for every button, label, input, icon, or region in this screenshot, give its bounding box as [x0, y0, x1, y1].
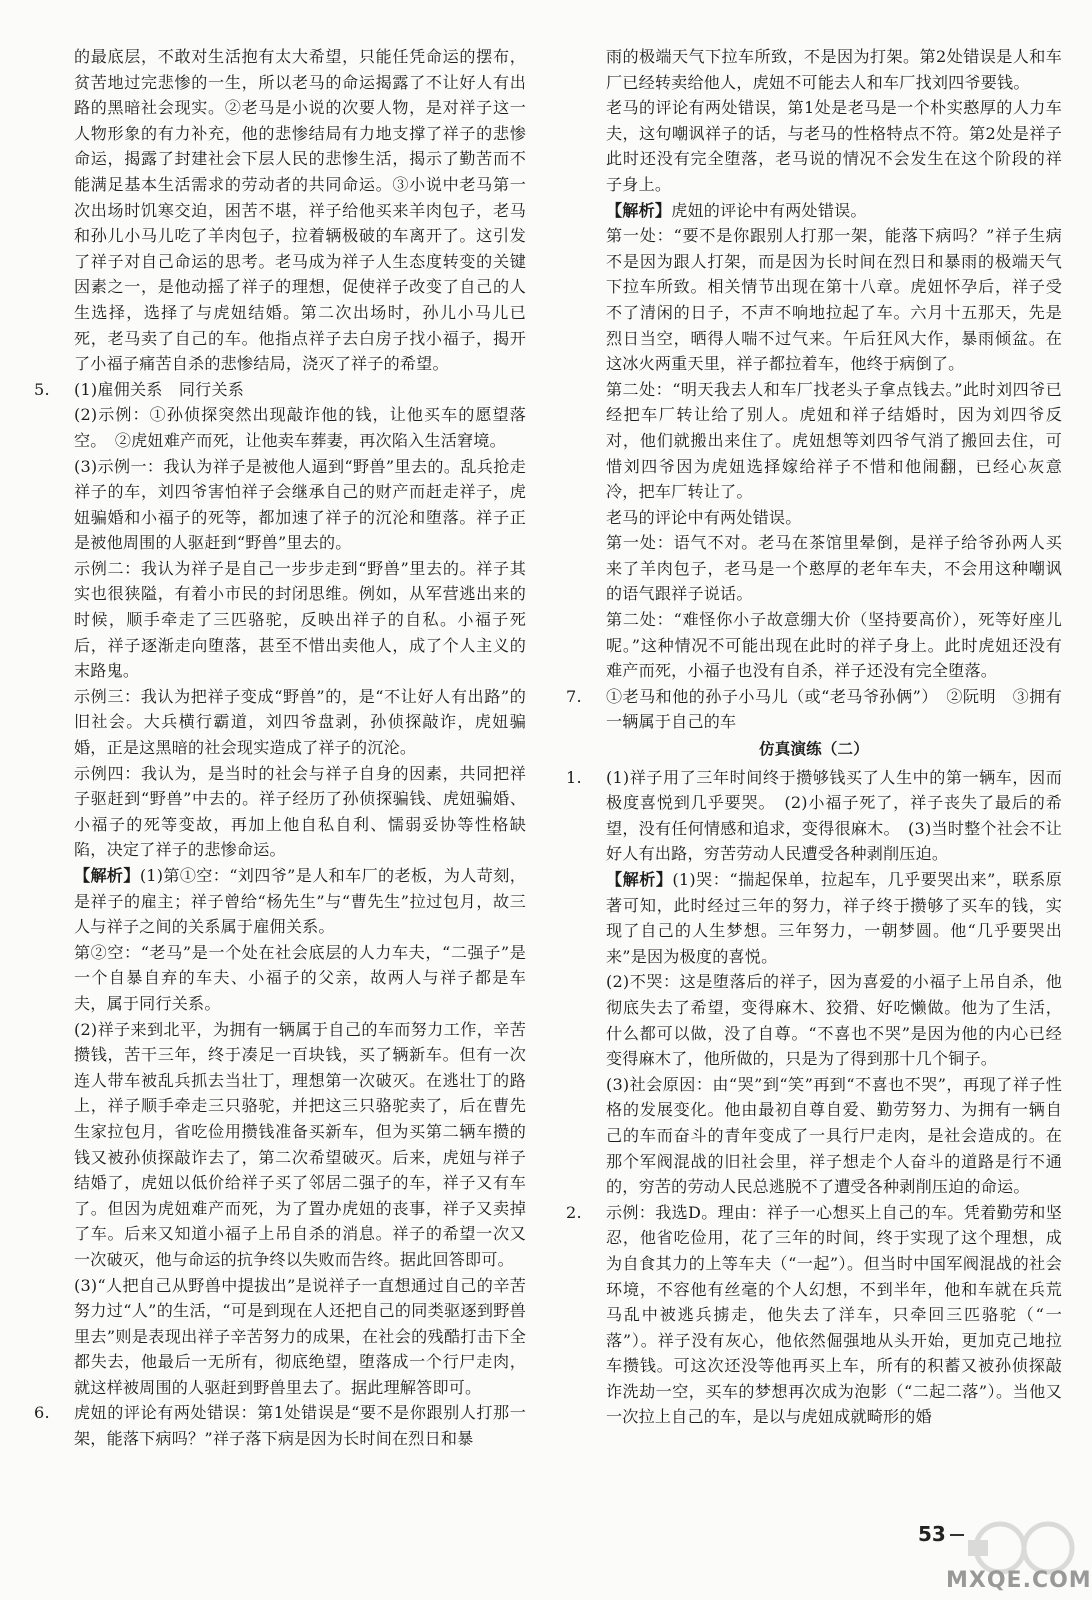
analysis-label: 【解析】 — [74, 866, 140, 885]
analysis-s1-2: (2)不哭：这是堕落后的祥子，因为喜爱的小福子上吊自杀，他彻底失去了希望，变得麻木、狡猾、好吃懒做。他为了生活，什么都可以做，没了自尊。“不喜也不哭”是因为他的内心已经变得麻木了，他所做的，只是为了得到那十几个铜子。 — [606, 972, 1062, 1069]
answer-5-3-example-1: (3)示例一：我认为祥子是被他人逼到“野兽”里去的。乱兵抢走祥子的车，刘四爷害怕祥子会继承自己的财产而赶走祥子，虎妞骗婚和小福子的死等，都加速了祥子的沉沦和堕落。祥子正是被他周围的人驱赶到“野兽”里去的。 — [74, 456, 526, 553]
answer-5-3-example-2: 示例二：我认为祥子是自己一步步走到“野兽”里去的。祥子其实也很狭隘，有着小市民的封闭思维。例如，从军营逃出来的时候，顺手牵走了三匹骆驼，反映出祥子的自私。小福子死后，祥子逐渐走向堕落，甚至不惜出卖他人，成了个人主义的末路鬼。 — [74, 558, 526, 681]
question-number: 2. — [566, 1202, 582, 1222]
analysis-text: (1)哭：“揣起保单，拉起车，几乎要哭出来”，联系原著可知，此时经过三年的努力，祥子终于攒够了买车的钱，实现了自己的人生梦想。三年努力，一朝梦圆。他“几乎要哭出来”是因为极度的喜悦。 — [606, 870, 1062, 966]
right-column — [566, 44, 1062, 1430]
analysis-5-4: (3)“人把自己从野兽中提拔出”是说祥子一直想通过自己的辛苦努力过“人”的生活，“可是到现在人还把自己的同类驱逐到野兽里去”则是表现出祥子辛苦努力的成果，在社会的残酷打击下全都失去，他最后一无所有，彻底绝望，堕落成一个行尸走肉，就这样被周围的人驱赶到野兽里去了。据此理解答即可。 — [74, 1275, 526, 1397]
analysis-6-d: 老马的评论中有两处错误。 — [606, 507, 802, 527]
analysis-6-f: 第二处：“难怪你小子故意绷大价（坚持要高价），死等好座儿呢。”这种情况不可能出现在此时的祥子身上。此时虎妞还没有难产而死，小福子也没有自杀，祥子还没有完全堕落。 — [606, 610, 1062, 681]
watermark-text: MXQE.COM — [946, 1568, 1092, 1593]
analysis-6-c: 第二处：“明天我去人和车厂找老头子拿点钱去。”此时刘四爷已经把车厂转让给了别人。虎妞和祥子结婚时，因为刘四爷反对，他们就搬出来住了。虎妞想等刘四爷气消了搬回去住，可惜刘四爷因为虎妞选择嫁给祥子不惜和他闹翻，已经心灰意冷，把车厂转让了。 — [606, 379, 1062, 502]
analysis-text: (1)第①空：“刘四爷”是人和车厂的老板，为人苛刻，是祥子的雇主；祥子曾给“杨先生”与“曹先生”拉过包月，故三人与祥子之间的关系属于雇佣关系。 — [74, 866, 526, 937]
answer-5-3-example-3: 示例三：我认为把祥子变成“野兽”的，是“不让好人有出路”的旧社会。大兵横行霸道，刘四爷盘剥，孙侦探敲诈，虎妞骗婚，正是这黑暗的社会现实造成了祥子的沉沦。 — [74, 686, 526, 758]
answer-6-old-ma: 老马的评论有两处错误，第1处是老马是一个朴实憨厚的人力车夫，这句嘲讽祥子的话，与老马的性格特点不符。第2处是祥子此时还没有完全堕落，老马说的情况不会发生在这个阶段的祥子身上。 — [606, 98, 1062, 194]
answer-6-cont: 雨的极端天气下拉车所致，不是因为打架。第2处错误是人和车厂已经转卖给他人，虎妞不可能去人和车厂找刘四爷要钱。 — [606, 47, 1062, 92]
answer-6: 虎妞的评论有两处错误：第1处错误是“要不是你跟别人打那一架，能落下病吗？”祥子落下病是因为长时间在烈日和暴 — [74, 1403, 526, 1449]
analysis-s1-3: (3)社会原因：由“哭”到“笑”再到“不喜也不哭”，再现了祥子性格的发展变化。他由最初自尊自爱、勤劳努力、为拥有一辆自己的车而奋斗的青年变成了一具行尸走肉，是社会造成的。在那个军阀混战的旧社会里，祥子想走个人奋斗的道路是行不通的，穷苦的劳动人民总逃脱不了遭受各种剥削压迫的命运。 — [606, 1074, 1062, 1197]
analysis-6-e: 第一处：语气不对。老马在茶馆里晕倒，是祥子给爷孙两人买来了羊肉包子，老马是一个憨厚的老年车夫，不会用这种嘲讽的语气跟祥子说话。 — [606, 533, 1062, 604]
question-7 — [566, 684, 1062, 735]
analysis-6-b: 第一处：“要不是你跟别人打那一架，能落下病吗？”祥子生病不是因为跟人打架，而是因为长时间在烈日和暴雨的极端天气下拉车所致。相关情节出现在第十八章。虎妞怀孕后，祥子受不了清闲的日子，不声不响地拉起了车。六月十五那天，先是烈日当空，晒得人喘不过气来。午后狂风大作，暴雨倾盆。在这冰火两重天里，祥子都拉着车，他终于病倒了。 — [606, 226, 1062, 374]
sim-question-1 — [566, 765, 1062, 1200]
paragraph: 的最底层，不敢对生活抱有太大希望，只能任凭命运的摆布，贫苦地过完悲惨的一生，所以老马的命运揭露了不让好人有出路的黑暗社会现实。②老马是小说的次要人物，是对祥子这一人物形象的有力补充，他的悲惨结局有力地支撑了祥子的悲惨命运，揭露了封建社会下层人民的悲惨生活，揭示了勤苦而不能满足基本生活需求的劳动者的共同命运。③小说中老马第一次出场时饥寒交迫，困苦不堪，祥子给他买来羊肉包子，老马和孙儿小马儿吃了羊肉包子，拉着辆极破的车离开了。这引发了祥子对自己命运的思考。老马成为祥子人生态度转变的关键因素之一，是他动摇了祥子的理想，促使祥子改变了自己的人生选择，选择了与虎妞结婚。第二次出场时，孙儿小马儿已死，老马卖了自己的车。他指点祥子去白房子找小福子，揭开了小福子痛苦自杀的悲惨结局，浇灭了祥子的希望。 — [74, 47, 526, 374]
analysis-s1-1 — [606, 867, 1062, 969]
question-number: 5. — [34, 379, 50, 399]
question-number: 6. — [34, 1403, 50, 1423]
analysis-6-a — [606, 198, 1062, 224]
question-5 — [34, 377, 526, 1401]
answer-5-3-example-4: 示例四：我认为，是当时的社会与祥子自身的因素，共同把祥子驱赶到“野兽”中去的。祥子经历了孙侦探骗钱、虎妞骗婚、小福子的死等变故，再加上他自私自利、懦弱妥协等性格缺陷，决定了祥子的悲惨命运。 — [74, 763, 526, 860]
left-column — [34, 44, 526, 1452]
answer-7: ①老马和他的孙子小马儿（或“老马爷孙俩”） ②阮明 ③拥有一辆属于自己的车 — [606, 686, 1062, 732]
answer-s1: (1)祥子用了三年时间终于攒够钱买了人生中的第一辆车，因而极度喜悦到几乎要哭。 (2)小福子死了，祥子丧失了最后的希望，没有任何情感和追求，变得很麻木。 (3)当时整个社会不让好人有出路，穷苦劳动人民遭受各种剥削压迫。 — [606, 767, 1062, 864]
question-6 — [34, 1400, 526, 1451]
section-title: 仿真演练（二） — [759, 740, 869, 759]
analysis-5-3: (2)祥子来到北平，为拥有一辆属于自己的车而努力工作，辛苦攒钱，苦干三年，终于凑足一百块钱，买了辆新车。但有一次连人带车被乱兵抓去当壮丁，理想第一次破灭。在逃壮丁的路上，祥子顺手牵走三只骆驼，并把这三只骆驼卖了，后在曹先生家拉包月，省吃俭用攒钱准备买新车，但为买第二辆车攒的钱又被孙侦探敲诈去了，第二次希望破灭。后来，虎妞与祥子结婚了，虎妞以低价给祥子买了邻居二强子的车，祥子又有车了。但因为虎妞难产而死，为了置办虎妞的丧事，祥子又卖掉了车。后来又知道小福子上吊自杀的消息。祥子的希望一次又一次破灭，他与命运的抗争终以失败而告终。据此回答即可。 — [74, 1019, 526, 1269]
sim-question-2 — [566, 1200, 1062, 1430]
question-6-continued — [566, 44, 1062, 684]
page-number: 53 — [918, 1522, 946, 1546]
answer-5-2: (2)示例：①孙侦探突然出现敲诈他的钱，让他买车的愿望落空。 ②虎妞难产而死，让他卖车葬妻，再次陷入生活窘境。 — [74, 405, 526, 450]
analysis-label: 【解析】 — [606, 200, 672, 220]
analysis-5-2: 第②空：“老马”是一个处在社会底层的人力车夫，“二强子”是一个自暴自弃的车夫、小福子的父亲，故两人与祥子都是车夫，属于同行关系。 — [74, 942, 526, 1013]
answer-s2: 示例：我选D。理由：祥子一心想买上自己的车。凭着勤劳和坚忍，他省吃俭用，花了三年的时间，终于实现了这个理想，成为自食其力的上等车夫（“一起”）。但当时中国军阀混战的社会环境，不容他有丝毫的个人幻想，不到半年，他和车就在兵荒马乱中被逃兵掳走，他失去了洋车，只牵回三匹骆驼（“一落”）。祥子没有灰心，他依然倔强地从头开始，更加克己地拉车攒钱。可这次还没等他再买上车，所有的积蓄又被孙侦探敲诈洗劫一空，买车的梦想再次成为泡影（“二起二落”）。当他又一次拉上自己的车，是以与虎妞成就畸形的婚 — [606, 1202, 1062, 1427]
analysis-text: 虎妞的评论中有两处错误。 — [671, 200, 867, 220]
analysis-5-1 — [74, 863, 526, 940]
question-number: 1. — [566, 767, 582, 787]
question-number: 7. — [566, 686, 582, 706]
answer-5-1: (1)雇佣关系 同行关系 — [74, 379, 245, 399]
analysis-label: 【解析】 — [606, 870, 673, 889]
